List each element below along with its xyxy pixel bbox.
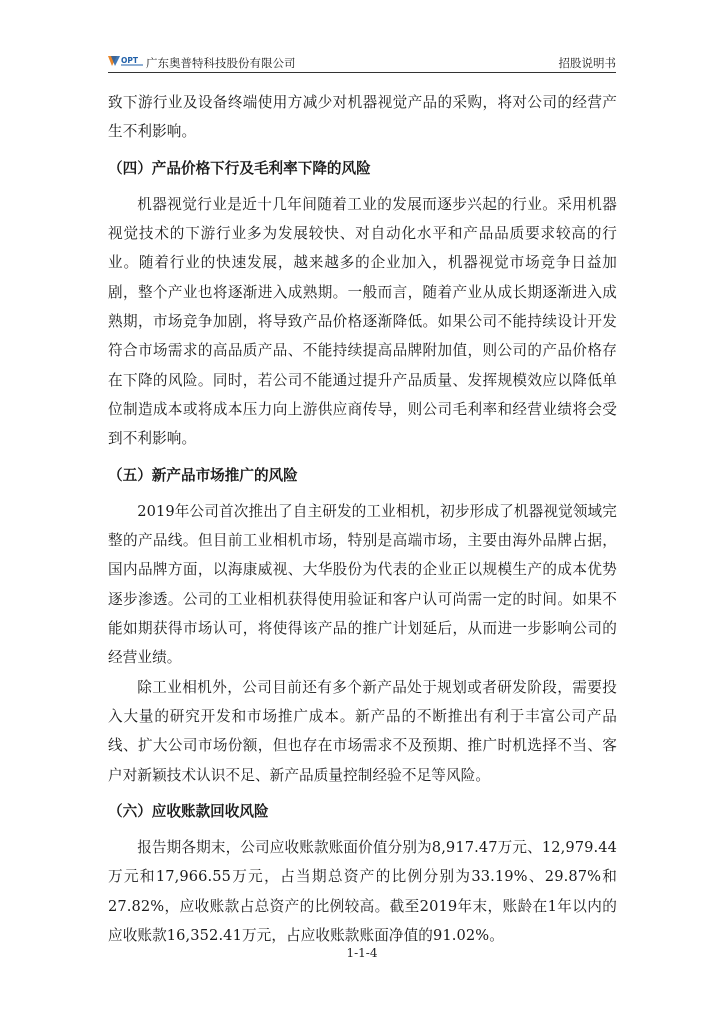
section5-paragraph1: 2019年公司首次推出了自主研发的工业相机，初步形成了机器视觉领域完整的产品线。但目前工业相机市场，特别是高端市场，主要由海外品牌占据，国内品牌方面，以海康威视、大华股份为代表的企业正以规模生产的成本优势逐步渗透。公司的工业相机获得使用验证和客户认可尚需一定的时间。如果不能如期获得市场认可，将使得该产品的推广计划延后，从而进一步影响公司的经营业绩。 <box>108 502 617 667</box>
section4-heading: （四）产品价格下行及毛利率下降的风险 <box>108 159 371 177</box>
svg-text:OPT: OPT <box>121 56 138 65</box>
section6-paragraph: 报告期各期末，公司应收账款账面价值分别为8,917.47万元、12,979.44万元和17,966.55万元，占当期总资产的比例分别为33.19%、29.87%和27.82%，应收账款占总资产的比例较高。截至2019年末，账龄在1年以内的应收账款16,352.41万元，占应收账款账面净值的91.02%。 <box>108 839 617 945</box>
section4-paragraph: 机器视觉行业是近十几年间随着工业的发展而逐步兴起的行业。采用机器视觉技术的下游行业多为发展较快、对自动化水平和产品品质要求较高的行业。随着行业的快速发展，越来越多的企业加入，机器视觉市场竞争日益加剧，整个产业也将逐渐进入成熟期。一般而言，随着产业从成长期逐渐进入成熟期，市场竞争加剧，将导致产品价格逐渐降低。如果公司不能持续设计开发符合市场需求的高品质产品、不能持续提高品牌附加值，则公司的产品价格存在下降的风险。同时，若公司不能通过提升产品质量、发挥规模效应以降低单位制造成本或将成本压力向上游供应商传导，则公司毛利率和经营业绩将会受到不利影响。 <box>108 195 617 448</box>
opt-logo-icon <box>108 54 146 68</box>
document-type: 招股说明书 <box>558 56 616 70</box>
section5-heading: （五）新产品市场推广的风险 <box>108 466 298 484</box>
intro-paragraph: 致下游行业及设备终端使用方减少对机器视觉产品的采购，将对公司的经营产生不利影响。 <box>108 94 617 141</box>
company-name: 广东奥普特科技股份有限公司 <box>146 56 296 70</box>
section5-paragraph2: 除工业相机外，公司目前还有多个新产品处于规划或者研发阶段，需要投入大量的研究开发和市场推广成本。新产品的不断推出有利于丰富公司产品线、扩大公司市场份额，但也存在市场需求不及预期、推广时机选择不当、客户对新颖技术认识不足、新产品质量控制经验不足等风险。 <box>108 678 617 784</box>
document-body <box>108 88 617 950</box>
page-header <box>108 50 616 73</box>
page-number: 1-1-4 <box>346 946 378 960</box>
section6-heading: （六）应收账款回收风险 <box>108 802 269 820</box>
